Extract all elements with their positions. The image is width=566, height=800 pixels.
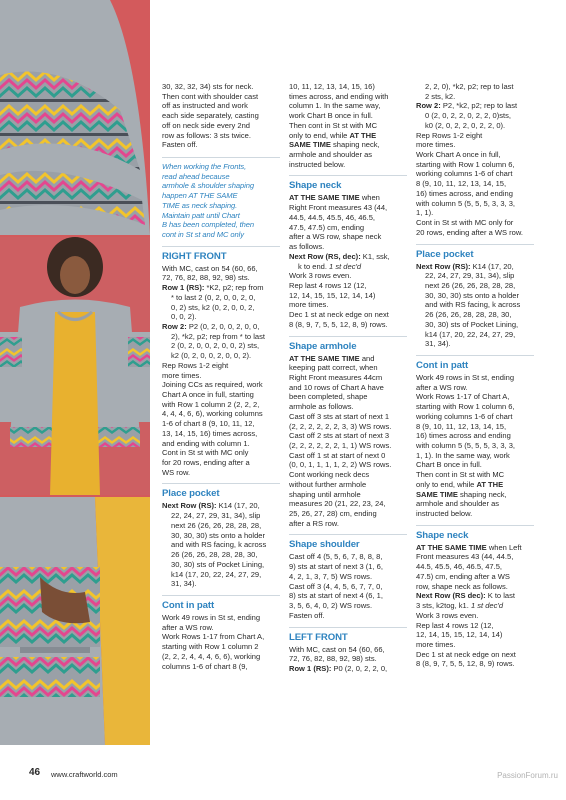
body-text: Cont in St st with MC only for	[416, 218, 514, 228]
row-instruction: Next Row (RS dec): K to last	[416, 591, 515, 601]
body-text: starting with Row 1 column 6,	[416, 402, 515, 412]
body-text: after a WS row.	[162, 622, 214, 632]
body-text: 72, 76, 82, 88, 92, 98) sts.	[289, 654, 377, 664]
body-text: 26 (26, 26, 28, 28, 28, 30,	[171, 550, 258, 560]
page-footer	[0, 769, 566, 785]
body-text: With MC, cast on 54 (60, 66,	[289, 644, 385, 654]
row-instruction: Row 2: P2, *k2, p2; rep to last	[416, 101, 518, 111]
body-text: Rep last 4 rows 12 (12,	[416, 620, 494, 630]
body-text: WS row.	[162, 467, 191, 477]
body-text: after a RS row.	[289, 518, 339, 528]
body-text: times across, and ending with	[289, 91, 389, 101]
body-text: 2 sts, k2.	[425, 91, 456, 101]
body-text: Dec 1 st at neck edge on next	[289, 310, 389, 320]
body-text: 22, 24, 27, 29, 31, 34), slip	[425, 271, 515, 281]
body-text: and 10 rows of Chart A have	[289, 382, 384, 392]
note-line: happen AT THE SAME	[162, 191, 238, 201]
body-text: Work 49 rows in St st, ending	[162, 612, 261, 622]
row-text: P2 (0, 2, 0, 0, 2, 0, 0,	[186, 321, 260, 331]
body-text: Right Front measures 44cm	[289, 372, 383, 382]
heading-shape-neck: Shape neck	[289, 175, 407, 191]
note-line: Maintain patt until Chart	[162, 210, 240, 220]
body-text: armhole and shoulder as	[289, 150, 373, 160]
body-text: and with RS facing, k across	[171, 540, 267, 550]
body-text: Joining CCs as required, work	[162, 380, 263, 390]
body-text: Cast off 1 st at start of next 0	[289, 450, 386, 460]
row-instruction: 3 sts, k2tog, k1. 1 st dec'd	[416, 601, 504, 611]
body-text: AT THE SAME TIME and	[289, 353, 375, 363]
body-text: 16) times across, and ending	[416, 188, 513, 198]
body-text: work Chart B once in full.	[289, 111, 373, 121]
body-text: armhole as follows.	[289, 402, 354, 412]
body-text: and ending with column 1.	[162, 438, 250, 448]
body-text: Fasten off.	[289, 610, 325, 620]
row-text: K14 (17, 20,	[216, 501, 260, 511]
body-text: Dec 1 st at neck edge on next	[416, 649, 516, 659]
body-text: Rep Rows 1-2 eight	[416, 130, 483, 140]
heading-shape-shoulder: Shape shoulder	[289, 534, 407, 550]
body-text: k0 (2, 0, 2, 2, 0, 2, 2, 0).	[425, 120, 506, 130]
column-2	[289, 82, 407, 674]
body-text: 26 (26, 26, 28, 28, 28, 30,	[425, 310, 512, 320]
heading-place-pocket: Place pocket	[162, 483, 280, 499]
body-text: Work 3 rows even.	[416, 610, 479, 620]
body-text: 2), *k2, p2; rep from * to last	[171, 331, 265, 341]
note-line: When working the Fronts,	[162, 162, 247, 172]
body-text: (2, 2, 2, 4, 4, 4, 6, 6), working	[162, 651, 261, 661]
body-text: off on neck side every 2nd	[162, 120, 250, 130]
body-text: 1, 1). In the same way, work	[416, 450, 510, 460]
body-text: next 26 (26, 26, 28, 28, 28,	[425, 280, 516, 290]
body-text: With MC, cast on 54 (60, 66,	[162, 263, 258, 273]
body-text: (2, 2, 2, 2, 2, 2, 1, 1) WS rows.	[289, 441, 392, 450]
row-instruction	[162, 501, 280, 511]
body-text: without further armhole	[289, 479, 367, 489]
body-text: 44.5, 45.5, 46, 46.5, 47.5,	[416, 562, 503, 572]
body-text: 9) sts at start of next 3 (1, 6,	[289, 562, 383, 572]
body-text: 4, 4, 4, 6, 6), working columns	[162, 409, 263, 419]
page-number: 46	[29, 767, 41, 778]
row-instruction: k to end. 1 st dec'd	[298, 261, 362, 271]
row-instruction	[162, 322, 280, 332]
column-3	[416, 82, 534, 669]
body-text: Then cont in St st with MC	[416, 470, 505, 480]
body-text: 47.5, 47.5) cm, ending	[289, 222, 365, 232]
body-text: with column 5 (5, 5, 5, 3, 3, 3,	[416, 441, 515, 450]
body-text: row, shape neck as follows.	[416, 581, 508, 591]
heading-cont-in-patt: Cont in patt	[162, 595, 280, 611]
body-text: 30, 30, 30) sts onto a holder	[425, 290, 519, 300]
body-text: Cont working neck decs	[289, 470, 370, 480]
row-text: *K2, p2; rep from	[204, 283, 264, 293]
body-text: * to last 2 (0, 2, 0, 0, 2, 0,	[171, 292, 256, 302]
row-instruction: Next Row (RS, dec): K1, ssk,	[289, 251, 390, 261]
body-text: k14 (17, 20, 22, 24, 27, 29,	[425, 329, 516, 339]
body-text: 4, 2, 1, 3, 7, 5) WS rows.	[289, 571, 373, 581]
body-text: 12, 14, 15, 15, 12, 14, 14)	[416, 630, 503, 640]
body-text: with Row 1 column 2 (2, 2, 2,	[162, 399, 260, 409]
body-text: 8 (9, 10, 11, 12, 13, 14, 15,	[416, 179, 507, 189]
body-text: after a WS row.	[416, 382, 468, 392]
body-text: AT THE SAME TIME when Left	[416, 542, 522, 552]
body-text: off as instructed and work	[162, 101, 248, 111]
body-text: Cast off 2 sts at start of next 3	[289, 431, 390, 441]
body-text: SAME TIME shaping neck,	[416, 489, 507, 499]
heading-place-pocket: Place pocket	[416, 244, 534, 260]
row-label: Row 2:	[162, 321, 187, 331]
body-text: Then cont with shoulder cast	[162, 91, 259, 101]
body-text: 0 (2, 0, 2, 2, 0, 2, 2, 0)sts,	[425, 111, 511, 121]
body-text: shaping until armhole	[289, 489, 361, 499]
body-text: more times.	[416, 140, 456, 150]
body-text: Work 49 rows in St st, ending	[416, 372, 515, 382]
body-text: columns 1-6 of chart 8 (9,	[162, 661, 248, 671]
body-text: Fasten off.	[162, 140, 198, 150]
body-text: SAME TIME shaping neck,	[289, 140, 380, 150]
body-text: Rep last 4 rows 12 (12,	[289, 280, 367, 290]
body-text: 13, 14, 15, 16) times across,	[162, 428, 258, 438]
body-text: 2 (0, 2, 0, 0, 2, 0, 0, 2) sts,	[171, 341, 260, 351]
body-text: 22, 24, 27, 29, 31, 34), slip	[171, 511, 261, 521]
body-text: k2 (0, 2, 0, 0, 2, 0, 0, 2).	[171, 351, 252, 361]
body-text: only to end, while AT THE	[289, 130, 377, 140]
body-text: 1-6 of chart 8 (9, 10, 11, 12,	[162, 419, 255, 429]
body-text: more times.	[289, 300, 329, 310]
body-text: 30, 30) sts of Pocket Lining,	[171, 559, 265, 569]
body-text: 44.5, 44.5, 45.5, 46, 46.5,	[289, 212, 376, 222]
note-line: TIME as neck shaping.	[162, 200, 238, 210]
body-text: 1, 1).	[416, 208, 434, 218]
heading-shape-neck: Shape neck	[416, 525, 534, 541]
body-text: more times.	[416, 639, 456, 649]
body-text: Cont in St st with MC only	[162, 448, 249, 458]
body-text: (0, 0, 1, 1, 1, 1, 2, 2) WS rows.	[289, 460, 392, 470]
body-text: starting with Row 1 column 6,	[416, 159, 515, 169]
body-text: for 20 rows, ending after a	[162, 458, 250, 468]
body-text: and with RS facing, k across	[425, 300, 521, 310]
heading-cont-in-patt: Cont in patt	[416, 355, 534, 371]
body-text: as follows.	[289, 242, 325, 252]
body-text: AT THE SAME TIME when	[289, 193, 380, 203]
body-text: Work Rows 1-17 from Chart A,	[162, 632, 265, 642]
body-text: 8) sts at start of next 4 (6, 1,	[289, 591, 383, 601]
body-text: 16) times across and ending	[416, 431, 511, 441]
photo-model-front	[0, 237, 150, 495]
body-text: Work 3 rows even.	[289, 271, 352, 281]
body-text: starting with Row 1 column 2	[162, 642, 259, 652]
row-label: Next Row (RS):	[162, 501, 217, 511]
body-text: 25, 26, 27, 28) cm, ending	[289, 509, 377, 519]
body-text: k14 (17, 20, 22, 24, 27, 29,	[171, 569, 262, 579]
body-text: 3, 5, 6, 4, 0, 2) WS rows.	[289, 601, 373, 611]
note-line: armhole & shoulder shaping	[162, 181, 254, 191]
body-text: only to end, while AT THE	[416, 479, 504, 489]
body-text: Chart B once in full.	[416, 460, 482, 470]
photo-pocket-closeup	[0, 497, 150, 745]
body-text: Rep Rows 1-2 eight	[162, 360, 229, 370]
body-text: armhole and shoulder as	[416, 499, 500, 509]
body-text: 8 (9, 10, 11, 12, 13, 14, 15,	[416, 421, 507, 431]
body-text: 8 (8, 9, 7, 5, 5, 12, 8, 9) rows.	[289, 319, 388, 329]
body-text: 72, 76, 82, 88, 92, 98) sts.	[162, 273, 250, 283]
note-line: cont in St st and MC only	[162, 229, 244, 239]
body-text: Work Rows 1-17 of Chart A,	[416, 392, 510, 402]
body-text: Then cont in St st with MC	[289, 120, 378, 130]
body-text: 31, 34).	[425, 339, 451, 349]
body-text: 0, 2) sts, k2 (0, 2, 0, 0, 2,	[171, 302, 255, 312]
body-text: Cast off 3 (4, 4, 5, 6, 7, 7, 0,	[289, 581, 383, 591]
body-text: column 1. In the same way,	[289, 101, 381, 111]
shaping-note	[162, 157, 280, 240]
body-text: Cast off 3 sts at start of next 1	[289, 411, 390, 421]
body-text: with column 5 (5, 5, 5, 3, 3, 3,	[416, 198, 515, 208]
body-text: working columns 1-6 of chart	[416, 411, 513, 421]
body-text: 8 (8, 9, 7, 5, 5, 12, 8, 9) rows.	[416, 659, 515, 669]
heading-right-front: RIGHT FRONT	[162, 246, 280, 262]
body-text: 30, 32, 32, 34) sts for neck.	[162, 82, 254, 91]
body-text: 2, 2, 0), *k2, p2; rep to last	[425, 82, 514, 91]
body-text: measures 20 (21, 22, 23, 24,	[289, 499, 386, 509]
photo-yoke-closeup	[0, 0, 150, 235]
note-line: read ahead because	[162, 171, 230, 181]
body-text: 30, 30, 30) sts onto a holder	[171, 530, 265, 540]
body-text: next 26 (26, 26, 28, 28, 28,	[171, 520, 262, 530]
note-line: B has been completed, then	[162, 220, 254, 230]
body-text: 10, 11, 12, 13, 14, 15, 16)	[289, 82, 375, 91]
body-text: 31, 34).	[171, 579, 197, 589]
body-text: Front measures 43 (44, 44.5,	[416, 552, 514, 562]
body-text: 47.5) cm, ending after a WS	[416, 571, 510, 581]
body-text: been completed, shape	[289, 392, 368, 402]
photo-strip	[0, 0, 150, 745]
body-text: 30, 30) sts of Pocket Lining,	[425, 319, 519, 329]
column-1	[162, 82, 280, 671]
body-text: (2, 2, 2, 2, 2, 2, 3, 3) WS rows.	[289, 421, 392, 431]
body-text: 12, 14, 15, 15, 12, 14, 14)	[289, 290, 376, 300]
body-text: keeping patt correct, when	[289, 363, 378, 373]
body-text: row as follows: 3 sts twice.	[162, 130, 251, 140]
row-instruction: Next Row (RS): K14 (17, 20,	[416, 261, 514, 271]
body-text: Right Front measures 43 (44,	[289, 203, 388, 213]
body-text: after a WS row, shape neck	[289, 232, 382, 242]
body-text: more times.	[162, 370, 202, 380]
body-text: Work Chart A once in full,	[416, 150, 501, 160]
body-text: working columns 1-6 of chart	[416, 169, 513, 179]
body-text: instructed below.	[289, 159, 346, 169]
body-text: 20 rows, ending after a WS row.	[416, 227, 523, 237]
website-link[interactable]: www.craftworld.com	[51, 770, 118, 779]
body-text: Chart A once in full, starting	[162, 390, 254, 399]
body-text: Cast off 4 (5, 5, 6, 7, 8, 8, 8,	[289, 552, 383, 562]
body-text: 0, 0, 2).	[171, 312, 197, 322]
heading-left-front: LEFT FRONT	[289, 627, 407, 643]
row-instruction: Row 1 (RS): P0 (2, 0, 2, 2, 0,	[289, 663, 388, 673]
heading-shape-armhole: Shape armhole	[289, 336, 407, 352]
body-text: each side separately, casting	[162, 111, 259, 121]
watermark: PassionForum.ru	[497, 771, 558, 780]
row-label: Row 1 (RS):	[162, 283, 205, 293]
body-text: instructed below.	[416, 509, 473, 519]
row-instruction	[162, 283, 280, 293]
